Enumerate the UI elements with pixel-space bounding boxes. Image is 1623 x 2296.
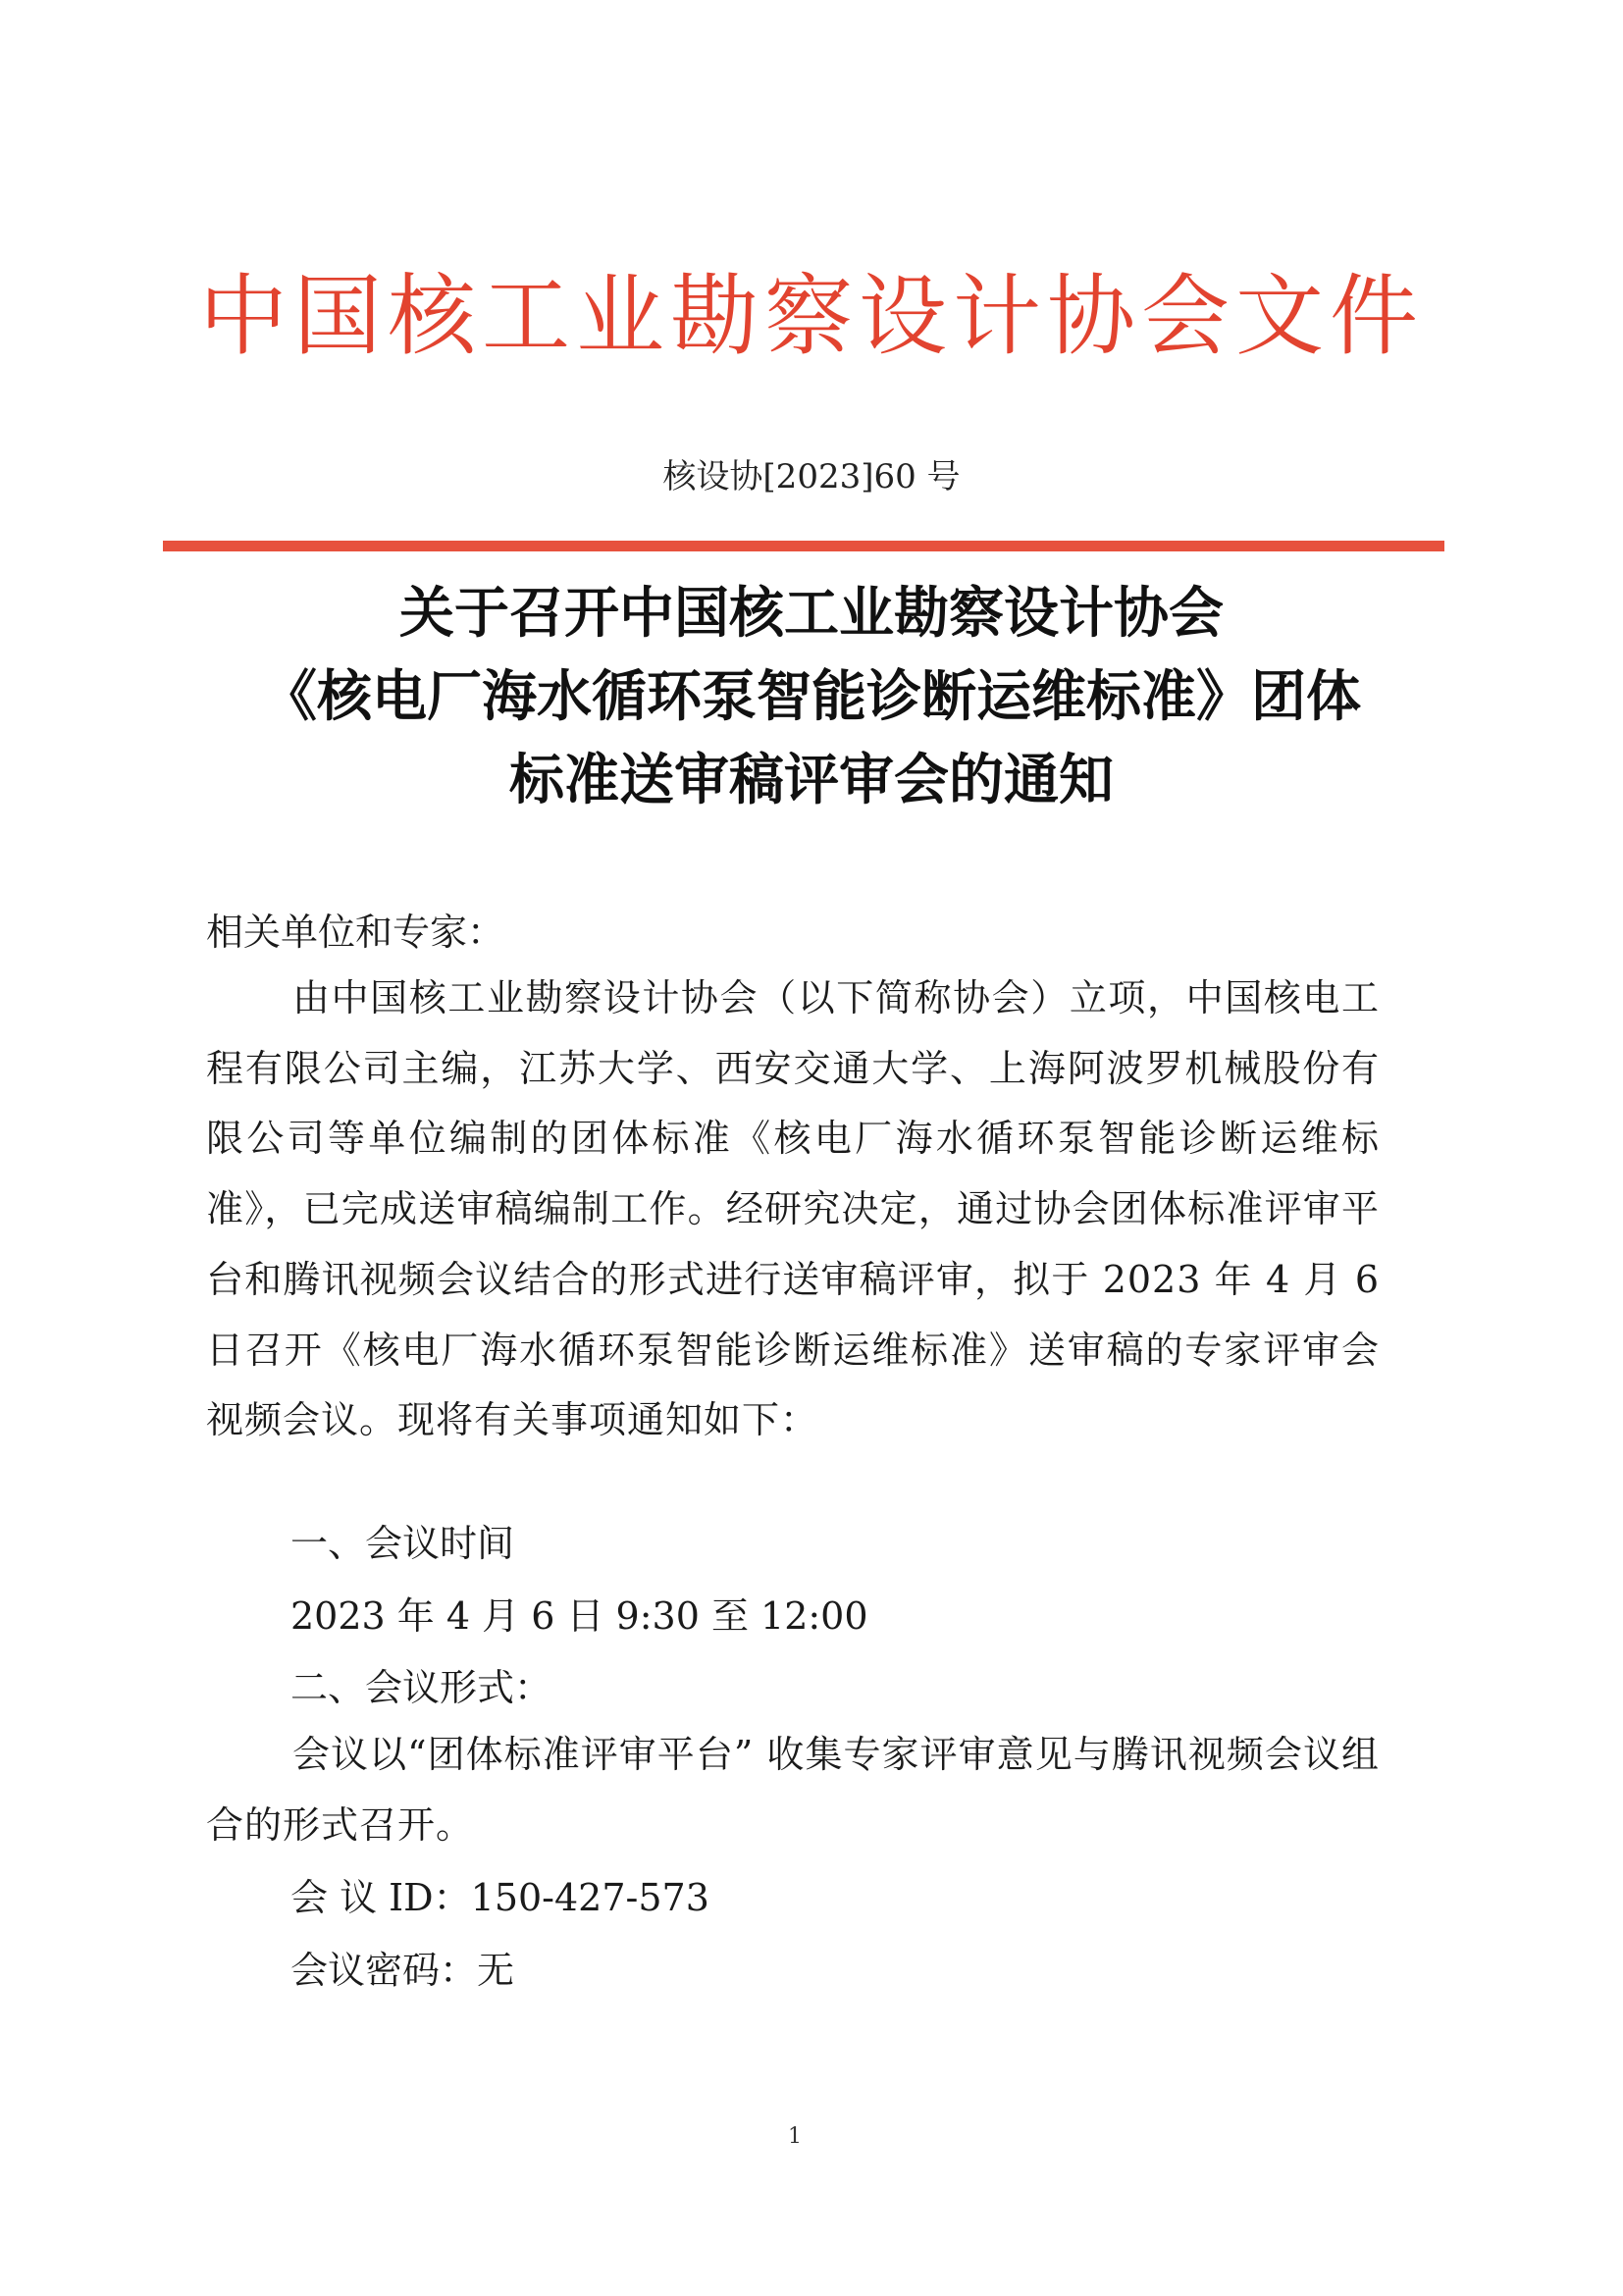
intro-paragraph: 由中国核工业勘察设计协会（以下简称协会）立项，中国核电工程有限公司主编，江苏大学、西安交通大学、上海阿波罗机械股份有 限公司等单位编制的团体标准《核电厂海水循环泵智能诊断运维标准》，已完成送审稿编制工作。经研究决定，通过协会团体标准评审平台和腾讯视频会议结合的形式进行送审稿评审，拟于 2023 年 4 月 6 日召开《核电厂海水循环泵智能诊断运维标准》送审稿的专家评审会视频会议。现将有关事项通知如下： [206, 976, 1380, 1442]
section-heading-meeting-form: 二、会议形式： [290, 1666, 552, 1709]
title-line-1: 关于召开中国核工业勘察设计协会 [399, 581, 1224, 646]
page-number: 1 [788, 2124, 802, 2149]
title-line-2: 《核电厂海水循环泵智能诊断运维标准》团体 [262, 664, 1361, 729]
meeting-id: 会 议 ID：150-427-573 [290, 1876, 709, 1919]
title-line-3: 标准送审稿评审会的通知 [509, 748, 1114, 812]
red-divider [163, 541, 1444, 551]
meeting-password: 会议密码：无 [290, 1949, 515, 1992]
document-number: 核设协[2023]60 号 [662, 457, 961, 496]
section-heading-meeting-time: 一、会议时间 [290, 1522, 515, 1565]
salutation: 相关单位和专家： [206, 911, 505, 954]
meeting-form-paragraph: 会议以“团体标准评审平台” 收集专家评审意见与腾讯视频会议组合的形式召开。 [206, 1733, 1380, 1847]
organization-header: 中国核工业勘察设计协会文件 [199, 265, 1424, 368]
meeting-time: 2023 年 4 月 6 日 9:30 至 12:00 [290, 1594, 868, 1638]
notice-title [167, 572, 1456, 822]
